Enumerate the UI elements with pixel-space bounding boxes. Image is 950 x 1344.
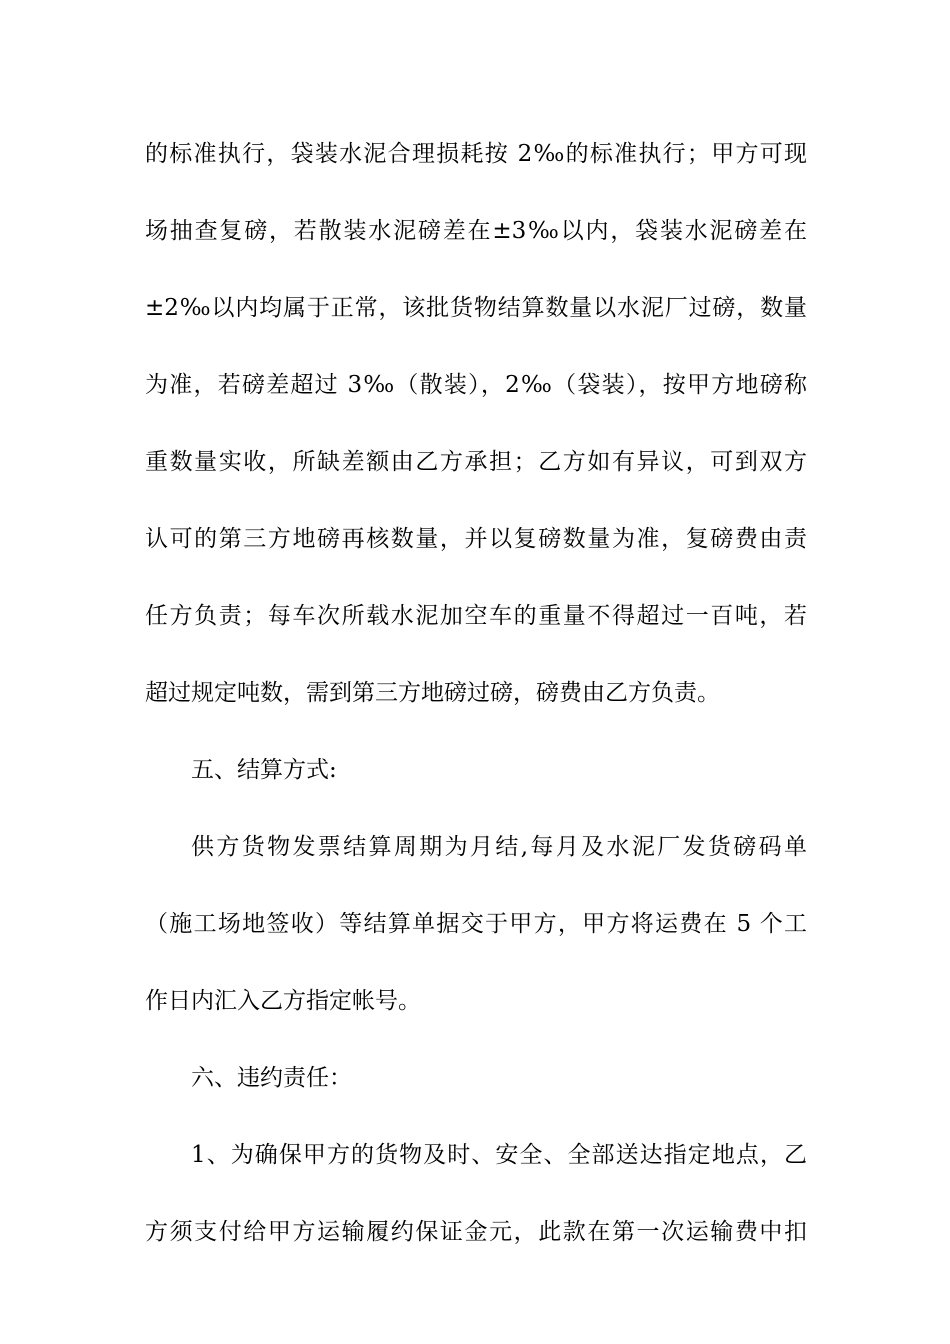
paragraph-line: ±2‰以内均属于正常，该批货物结算数量以水泥厂过磅，数量: [145, 295, 807, 321]
paragraph-line: （施工场地签收）等结算单据交于甲方，甲方将运费在 5 个工: [145, 911, 807, 937]
paragraph-line: 供方货物发票结算周期为月结,每月及水泥厂发货磅码单: [191, 834, 807, 860]
section-heading-liability: 六、违约责任：: [191, 1065, 352, 1091]
paragraph-line: 方须支付给甲方运输履约保证金元，此款在第一次运输费中扣: [145, 1219, 807, 1245]
paragraph-line: 的标准执行，袋装水泥合理损耗按 2‰的标准执行；甲方可现: [145, 141, 807, 167]
paragraph-line: 场抽查复磅，若散装水泥磅差在±3‰以内，袋装水泥磅差在: [145, 218, 807, 244]
paragraph-line: 为准，若磅差超过 3‰（散装），2‰（袋装），按甲方地磅称: [145, 372, 807, 398]
paragraph-line: 超过规定吨数，需到第三方地磅过磅，磅费由乙方负责。: [145, 680, 720, 706]
paragraph-line: 认可的第三方地磅再核数量，并以复磅数量为准，复磅费由责: [145, 526, 807, 552]
document-body: [145, 127, 807, 1282]
paragraph-line: 任方负责；每车次所载水泥加空车的重量不得超过一百吨，若: [145, 603, 807, 629]
paragraph-line: 重数量实收，所缺差额由乙方承担；乙方如有异议，可到双方: [145, 449, 807, 475]
paragraph-line: 1、为确保甲方的货物及时、安全、全部送达指定地点，乙: [191, 1142, 807, 1168]
paragraph-line: 作日内汇入乙方指定帐号。: [145, 988, 421, 1014]
section-heading-settlement: 五、结算方式:: [191, 757, 337, 783]
